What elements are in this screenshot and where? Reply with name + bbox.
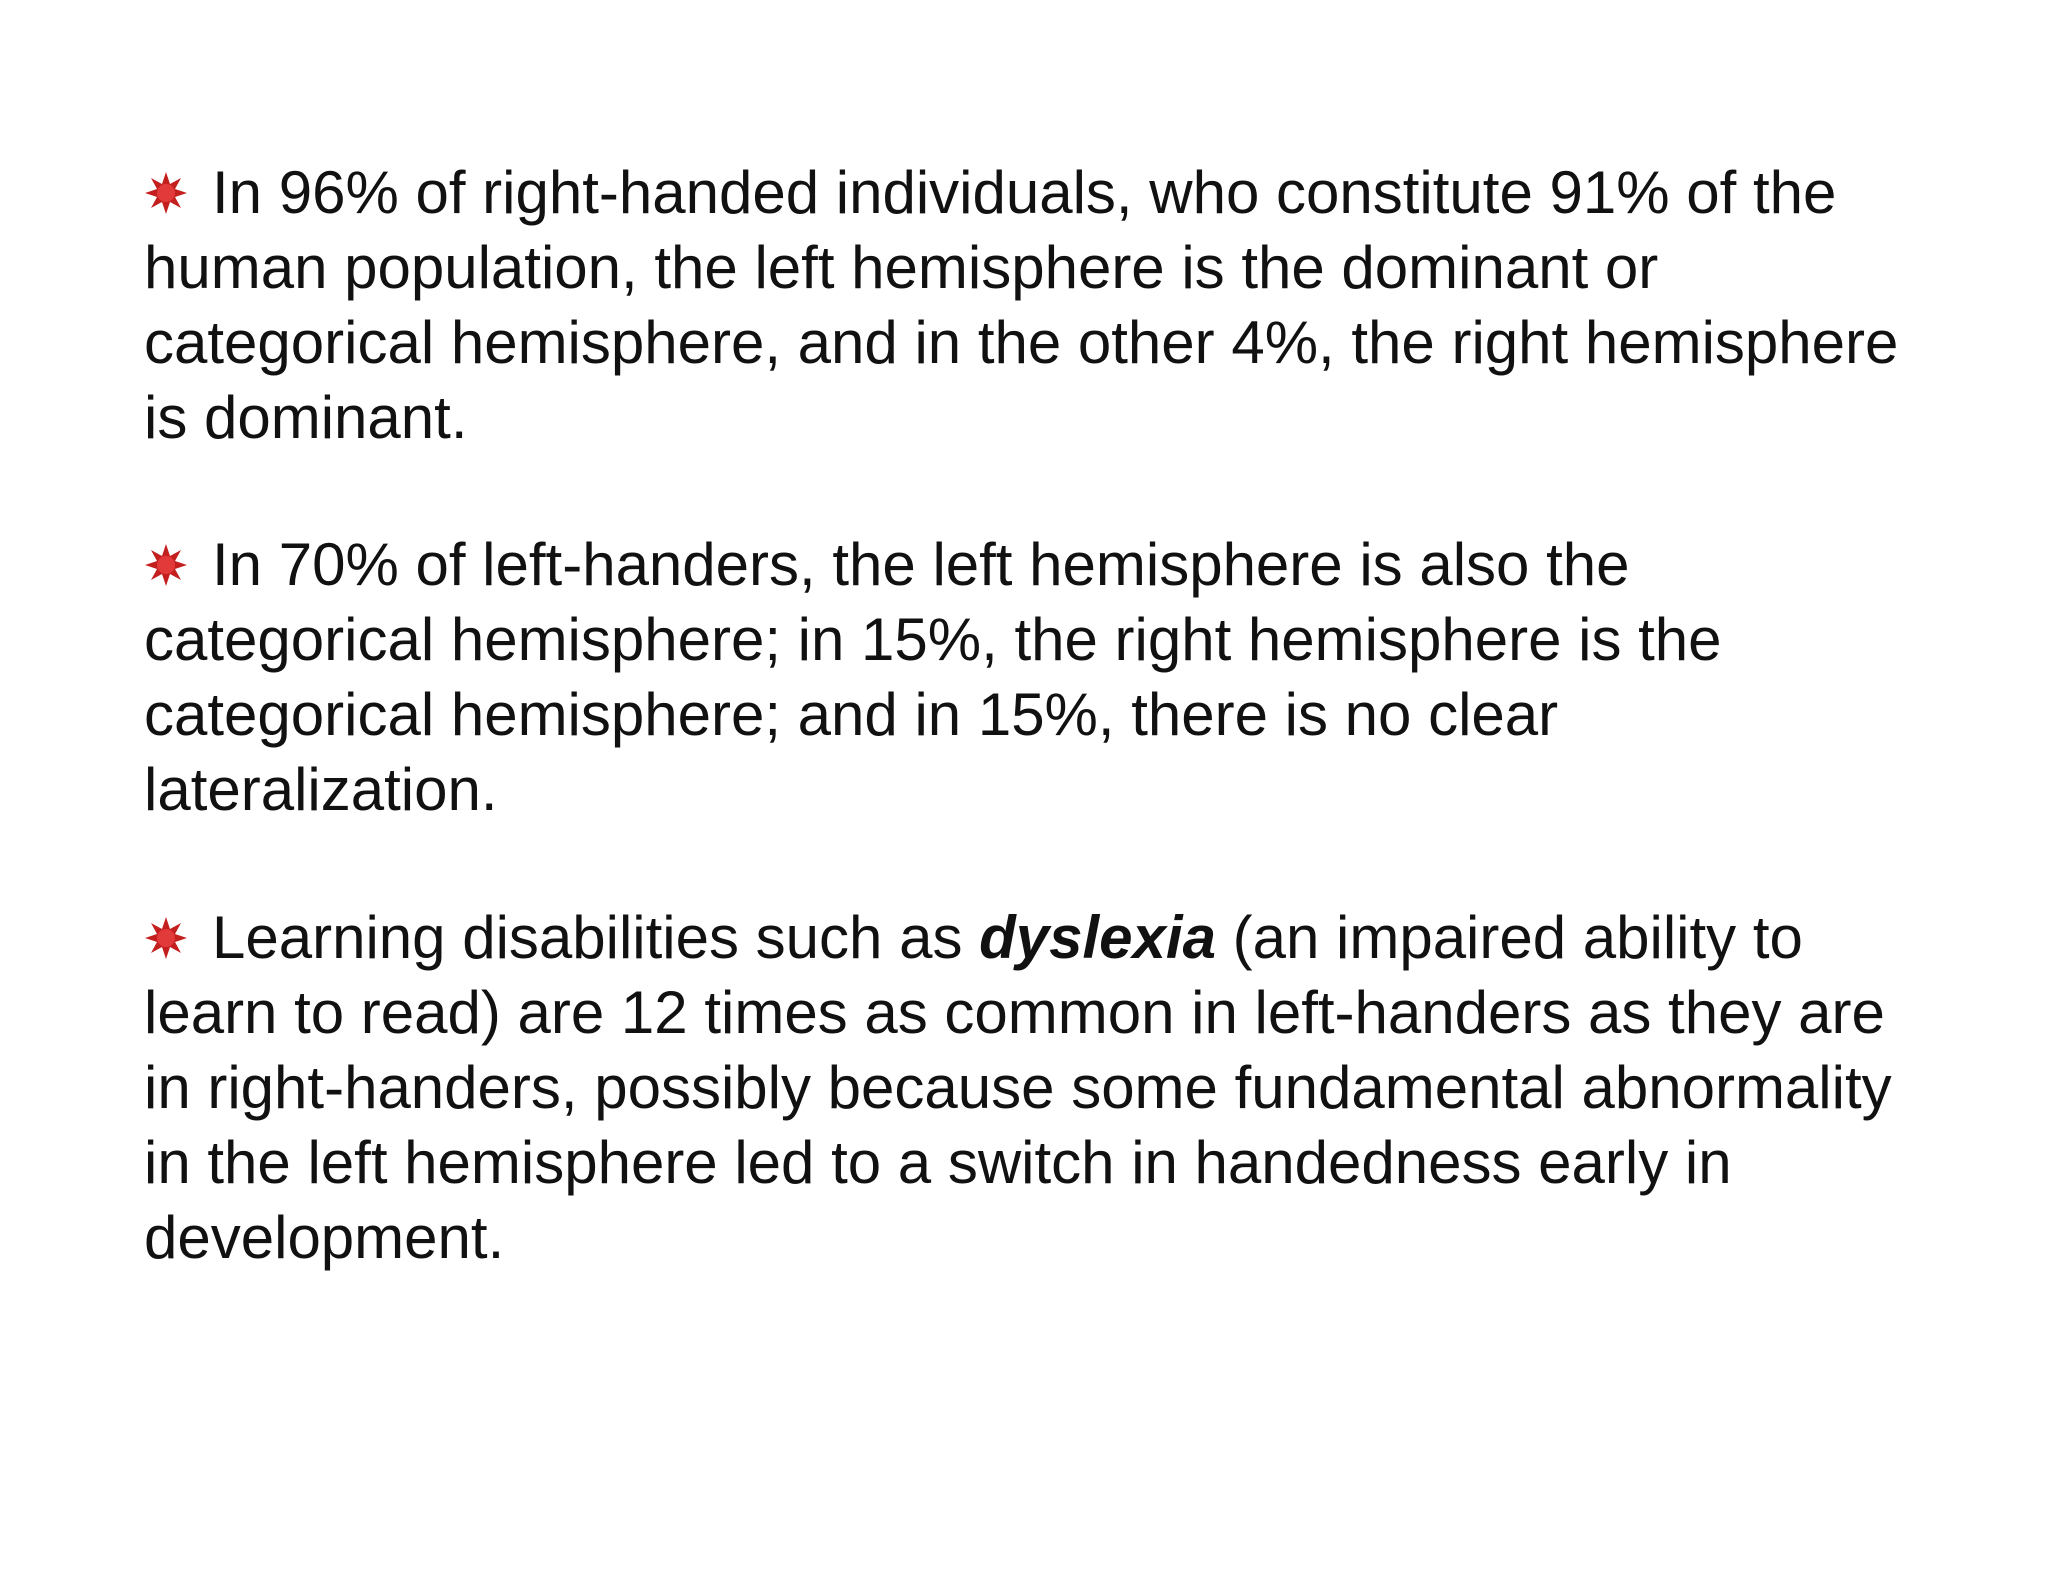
bullet-text-after: (an impaired ability to learn to read) are 12 times as common in left-handers as they are in right-handers, possibly because some fundamental abnormality in the left hemisphere led to a switch in handedness early in development.	[144, 904, 1892, 1271]
bullet-text-before: Learning disabilities such as	[212, 904, 980, 971]
bullet-text: In 96% of right-handed individuals, who constitute 91% of the human population, the left hemisphere is the dominant or categorical hemisphere, and in the other 4%, the right hemisphere is dominant.	[144, 159, 1899, 451]
red-starburst-bullet-icon	[144, 543, 188, 587]
bullet-item-1	[144, 155, 1914, 455]
emphasized-term: dyslexia	[979, 904, 1216, 971]
red-starburst-bullet-icon	[144, 171, 188, 215]
bullet-text: In 70% of left-handers, the left hemisphere is also the categorical hemisphere; in 15%, the right hemisphere is the categorical hemisphere; and in 15%, there is no clear lateralization.	[144, 531, 1722, 823]
bullet-item-3	[144, 900, 1914, 1275]
red-starburst-bullet-icon	[144, 916, 188, 960]
bullet-item-2	[144, 527, 1914, 827]
